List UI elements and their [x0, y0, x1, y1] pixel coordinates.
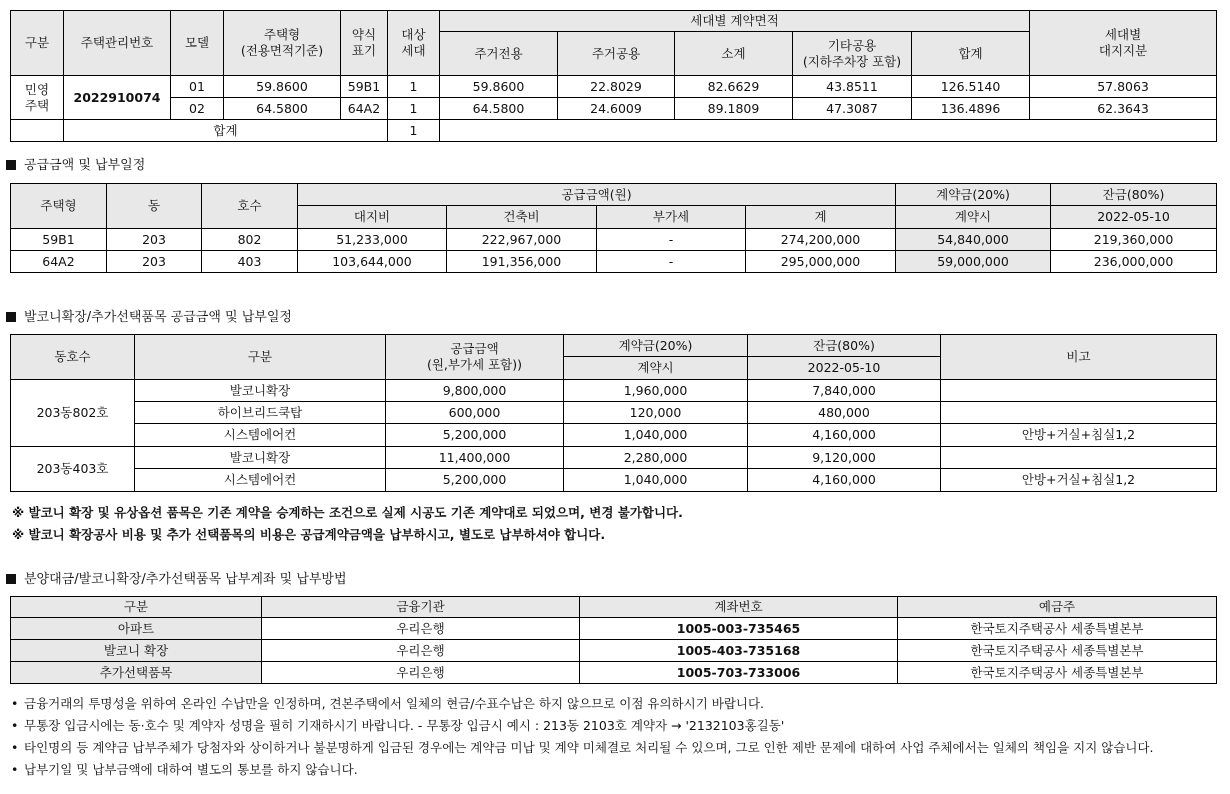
model-cell: 02 [171, 98, 224, 120]
table-row [11, 447, 1217, 469]
deposit-cell: 120,000 [564, 402, 748, 424]
target-cell: 1 [388, 98, 440, 120]
abbr-cell: 59B1 [341, 76, 388, 98]
balance-cell: 9,120,000 [748, 447, 941, 469]
vat-cell: - [597, 229, 746, 251]
payment-notes [8, 693, 1222, 781]
square-bullet-icon [6, 160, 16, 170]
abbr-cell: 64A2 [341, 98, 388, 120]
bank-cell: 우리은행 [262, 618, 580, 640]
holder-cell: 한국토지주택공사 세종특별본부 [898, 662, 1217, 684]
sum-row [11, 120, 1217, 142]
note-cell [941, 380, 1217, 402]
table-row [11, 380, 1217, 402]
col-model: 모델 [171, 11, 224, 76]
item-cell: 시스템에어컨 [135, 469, 386, 492]
type-cell: 64.5800 [224, 98, 341, 120]
col-deposit: 계약금(20%) [564, 335, 748, 357]
deposit-cell: 1,960,000 [564, 380, 748, 402]
col-land: 대지비 [298, 206, 447, 229]
balance-cell: 219,360,000 [1051, 229, 1217, 251]
land-cell: 51,233,000 [298, 229, 447, 251]
account-cell: 1005-403-735168 [580, 640, 898, 662]
col-deposit-when: 계약시 [896, 206, 1051, 229]
square-bullet-icon [6, 574, 16, 584]
table-row [11, 229, 1217, 251]
col-gubun: 구분 [135, 335, 386, 380]
deposit-cell: 59,000,000 [896, 251, 1051, 273]
sum-cell: 274,200,000 [746, 229, 896, 251]
type-cell: 59.8600 [224, 76, 341, 98]
land-share-cell: 57.8063 [1030, 76, 1217, 98]
deposit-cell: 54,840,000 [896, 229, 1051, 251]
col-balance-date: 2022-05-10 [748, 357, 941, 380]
note-cell: 안방+거실+침실1,2 [941, 424, 1217, 447]
balance-cell: 480,000 [748, 402, 941, 424]
model-cell: 01 [171, 76, 224, 98]
section-heading-supply: 공급금액 및 납부일정 [6, 154, 145, 173]
sum-label: 합계 [64, 120, 388, 142]
col-mgmt-no: 주택관리번호 [64, 11, 171, 76]
col-note: 비고 [941, 335, 1217, 380]
sum-target: 1 [388, 120, 440, 142]
build-cell: 222,967,000 [447, 229, 597, 251]
ho-cell: 403 [202, 251, 298, 273]
col-etc-common: 기타공용 (지하주차장 포함) [793, 32, 912, 76]
col-unit: 동호수 [11, 335, 135, 380]
bullet-item: • 무통장 입금시에는 동·호수 및 계약자 성명을 필히 기재하시기 바랍니다. - 무통장 입금시 예시 : 213동 2103호 계약자 → '2132103홍길동' [8, 715, 1222, 737]
supply-price-table [10, 183, 1217, 273]
square-bullet-icon [6, 312, 16, 322]
col-ho: 호수 [202, 184, 298, 229]
target-cell: 1 [388, 76, 440, 98]
col-target: 대상 세대 [388, 11, 440, 76]
etc-common-cell: 47.3087 [793, 98, 912, 120]
deposit-cell: 2,280,000 [564, 447, 748, 469]
dong-cell: 203 [107, 251, 202, 273]
land-share-cell: 62.3643 [1030, 98, 1217, 120]
vat-cell: - [597, 251, 746, 273]
table-row [11, 662, 1217, 684]
col-deposit: 계약금(20%) [896, 184, 1051, 206]
type-cell: 59B1 [11, 229, 107, 251]
balance-cell: 7,840,000 [748, 380, 941, 402]
gubun-cell: 발코니 확장 [11, 640, 262, 662]
unit-cell: 203동802호 [11, 380, 135, 447]
balance-cell: 236,000,000 [1051, 251, 1217, 273]
note-cell [941, 402, 1217, 424]
section-heading-accounts: 분양대금/발코니확장/추가선택품목 납부계좌 및 납부방법 [6, 568, 347, 587]
col-area-group: 세대별 계약면적 [440, 11, 1030, 32]
balance-cell: 4,160,000 [748, 424, 941, 447]
mgmt-no-cell: 2022910074 [64, 76, 171, 120]
col-build: 건축비 [447, 206, 597, 229]
note-cell: 안방+거실+침실1,2 [941, 469, 1217, 492]
deposit-cell: 1,040,000 [564, 469, 748, 492]
note-cell [941, 447, 1217, 469]
col-subtotal: 소계 [675, 32, 793, 76]
col-type: 주택형 (전용면적기준) [224, 11, 341, 76]
col-bank: 금융기관 [262, 597, 580, 618]
res-exclusive-cell: 59.8600 [440, 76, 558, 98]
etc-common-cell: 43.8511 [793, 76, 912, 98]
total-cell: 136.4896 [912, 98, 1030, 120]
col-balance-date: 2022-05-10 [1051, 206, 1217, 229]
subtotal-cell: 82.6629 [675, 76, 793, 98]
col-vat: 부가세 [597, 206, 746, 229]
supply-cell: 5,200,000 [386, 424, 564, 447]
col-land-share: 세대별 대지지분 [1030, 11, 1217, 76]
bullet-item: • 타인명의 등 계약금 납부주체가 당첨자와 상이하거나 불분명하게 입금된 경우에는 계약금 미납 및 계약 미체결로 처리될 수 있으며, 그로 인한 제반 문제에 대하여 사업 주체에서는 일체의 책임을 지지 않습니다. [8, 737, 1222, 759]
table-row [11, 424, 1217, 447]
table-row [11, 640, 1217, 662]
gubun-cell: 아파트 [11, 618, 262, 640]
type-cell: 64A2 [11, 251, 107, 273]
total-cell: 126.5140 [912, 76, 1030, 98]
supply-cell: 5,200,000 [386, 469, 564, 492]
table-row [11, 402, 1217, 424]
bullet-item: • 금융거래의 투명성을 위하여 온라인 수납만을 인정하며, 견본주택에서 일체의 현금/수표수납은 하지 않으므로 이점 유의하시기 바랍니다. [8, 693, 1222, 715]
option-price-table [10, 334, 1217, 492]
account-cell: 1005-003-735465 [580, 618, 898, 640]
col-type: 주택형 [11, 184, 107, 229]
bank-cell: 우리은행 [262, 662, 580, 684]
subtotal-cell: 89.1809 [675, 98, 793, 120]
build-cell: 191,356,000 [447, 251, 597, 273]
account-cell: 1005-703-733006 [580, 662, 898, 684]
col-total: 합계 [912, 32, 1030, 76]
col-deposit-when: 계약시 [564, 357, 748, 380]
col-supply: 공급금액 (원,부가세 포함)) [386, 335, 564, 380]
table-row [11, 98, 1217, 120]
item-cell: 하이브리드쿡탑 [135, 402, 386, 424]
section-heading-options: 발코니확장/추가선택품목 공급금액 및 납부일정 [6, 306, 292, 325]
notice-line-1: ※ 발코니 확장 및 유상옵션 품목은 기존 계약을 승계하는 조건으로 실제 시공도 기존 계약대로 되었으며, 변경 불가합니다. [12, 505, 683, 520]
col-balance: 잔금(80%) [1051, 184, 1217, 206]
supply-cell: 9,800,000 [386, 380, 564, 402]
col-res-exclusive: 주거전용 [440, 32, 558, 76]
table-row [11, 76, 1217, 98]
col-gubun: 구분 [11, 597, 262, 618]
item-cell: 시스템에어컨 [135, 424, 386, 447]
account-table [10, 596, 1217, 684]
holder-cell: 한국토지주택공사 세종특별본부 [898, 618, 1217, 640]
res-common-cell: 24.6009 [558, 98, 675, 120]
notice-line-2: ※ 발코니 확장공사 비용 및 추가 선택품목의 비용은 공급계약금액을 납부하시고, 별도로 납부하셔야 합니다. [12, 527, 606, 542]
col-holder: 예금주 [898, 597, 1217, 618]
unit-area-table [10, 10, 1217, 142]
item-cell: 발코니확장 [135, 380, 386, 402]
ho-cell: 802 [202, 229, 298, 251]
balance-cell: 4,160,000 [748, 469, 941, 492]
item-cell: 발코니확장 [135, 447, 386, 469]
supply-cell: 600,000 [386, 402, 564, 424]
col-supply-group: 공급금액(원) [298, 184, 896, 206]
sum-cell: 295,000,000 [746, 251, 896, 273]
unit-cell: 203동403호 [11, 447, 135, 492]
table-row [11, 469, 1217, 492]
dong-cell: 203 [107, 229, 202, 251]
col-account: 계좌번호 [580, 597, 898, 618]
res-exclusive-cell: 64.5800 [440, 98, 558, 120]
gubun-cell: 민영 주택 [11, 76, 64, 120]
col-gubun: 구분 [11, 11, 64, 76]
col-sum: 계 [746, 206, 896, 229]
table-row [11, 618, 1217, 640]
bank-cell: 우리은행 [262, 640, 580, 662]
gubun-cell: 추가선택품목 [11, 662, 262, 684]
col-balance: 잔금(80%) [748, 335, 941, 357]
supply-cell: 11,400,000 [386, 447, 564, 469]
col-abbr: 약식 표기 [341, 11, 388, 76]
col-res-common: 주거공용 [558, 32, 675, 76]
res-common-cell: 22.8029 [558, 76, 675, 98]
land-cell: 103,644,000 [298, 251, 447, 273]
holder-cell: 한국토지주택공사 세종특별본부 [898, 640, 1217, 662]
bullet-item: • 납부기일 및 납부금액에 대하여 별도의 통보를 하지 않습니다. [8, 759, 1222, 781]
col-dong: 동 [107, 184, 202, 229]
table-row [11, 251, 1217, 273]
deposit-cell: 1,040,000 [564, 424, 748, 447]
